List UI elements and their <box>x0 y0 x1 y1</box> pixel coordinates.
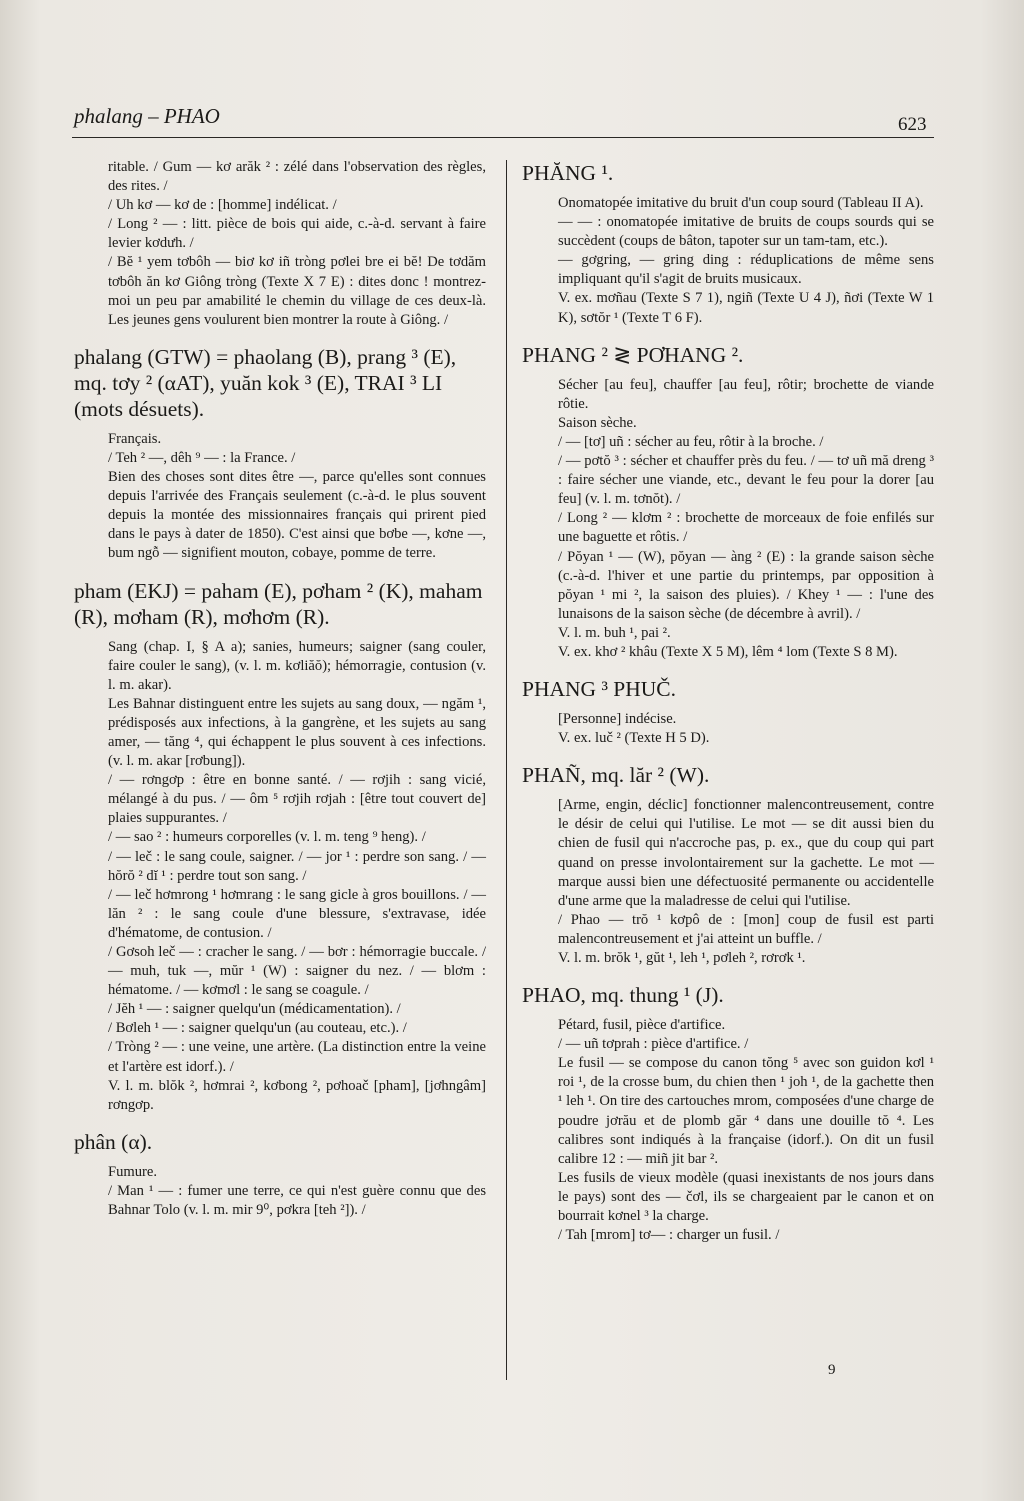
header-rule <box>72 137 934 138</box>
left-column <box>74 158 486 1220</box>
entry-paragraph: / Bơleh ¹ — : saigner quelqu'un (au couteau, etc.). / <box>108 1020 407 1037</box>
entry-paragraph: Les Bahnar distinguent entre les sujets au sang doux, — ngăm ¹, prédisposés aux infections, à la gangrène, et les sujets au sang amer, — tăng ⁴, qui échappent le plus souvent à ces infections. (v. l. m. akar [rơbung]). <box>108 695 486 770</box>
entry-paragraph: ritable. / Gum — kơ arăk ² : zélé dans l'observation des règles, des rites. / <box>108 159 486 195</box>
entry-headword: phalang (GTW) = phaolang (B), prang ³ (E), mq. tơy ² (αAT), yuăn kok ³ (E), TRAI ³ LI (mots désuets). <box>74 344 457 421</box>
entry-paragraph: / Bĕ ¹ yem tơbôh — biơ kơ iñ tròng pơlei bre ei bĕ! De tơdăm tơbôh ăn kơ Giông tròng (Texte X 7 E) : dites donc ! montrez-moi un peu par amabilité le chemin du village de ces deux-là. Les jeunes gens voulurent bien montrer la route à Giông. / <box>108 254 486 328</box>
page-number: 623 <box>898 114 927 135</box>
entry-paragraph: Sécher [au feu], chauffer [au feu], rôtir; brochette de viande rôtie. <box>558 376 934 412</box>
entry-paragraph: Les fusils de vieux modèle (quasi inexistants de nos jours dans le pays) sont des — čơl, ils se chargeaient par le canon et on bourrait kơnel ³ la charge. <box>558 1169 934 1225</box>
entry-paragraph: Bien des choses sont dites être —, parce qu'elles sont connues depuis l'arrivée des Français seulement (c.-à-d. le plus souvent depuis la montée des missionnaires français qui prirent pied dans le pays à dater de 1850). C'est ainsi que bơbe —, kơne —, bum ngỗ — signifient mouton, cobaye, pomme de terre. <box>108 469 486 562</box>
entry-paragraph: / Long ² — : litt. pièce de bois qui aide, c.-à-d. servant à faire levier kơdưh. / <box>108 216 486 252</box>
entry-paragraph: / Phao — trŏ ¹ kơpô de : [mon] coup de fusil est parti malencontreusement et j'ai atteint un buffle. / <box>558 911 934 947</box>
right-column <box>522 158 934 1245</box>
entry-headword: pham (EKJ) = paham (E), pơham ² (K), maham (R), mơham (R), mơhơm (R). <box>74 578 483 629</box>
entry-paragraph: V. ex. khơ ² khâu (Texte X 5 M), lêm ⁴ lom (Texte S 8 M). <box>558 643 898 660</box>
entry-paragraph: / Tah [mrom] tơ— : charger un fusil. / <box>558 1227 780 1244</box>
entry-paragraph: / — uñ tơprah : pièce d'artifice. / <box>558 1036 749 1053</box>
entry-headword: PHĂNG ¹. <box>522 161 614 185</box>
entry-paragraph: Le fusil — se compose du canon tŏng ⁵ avec son guidon kơl ¹ roi ¹, de la crosse bum, du chien then ¹ joh ¹, de la gachette then ¹ leh ¹. On tire des cartouches mrom, composées d'une charge de poudre jơrău et de plomb găr ⁴ dans une douille tŏ ⁴. Les calibres sont indiqués à la française (idorf.). On dit un fusil calibre 12 : — miñ jit bar ². <box>558 1055 934 1167</box>
entry-paragraph: V. ex. mơñau (Texte S 7 1), ngiñ (Texte U 4 J), ñơi (Texte W 1 K), sơtŏr ¹ (Texte T 6 F). <box>558 290 934 326</box>
entry-paragraph: / Long ² — klơm ² : brochette de morceaux de foie enfilés sur une baguette et rôtis. / <box>558 510 934 546</box>
entry-paragraph: / Pŏyan ¹ — (W), pŏyan — àng ² (E) : la grande saison sèche (c.-à-d. l'hiver et une partie du printemps, par opposition à pŏyan ¹ mi ², la saison des pluies). / Khey ¹ — : l'une des lunaisons de la saison sèche (de décembre à avril). / <box>558 548 934 622</box>
entry-headword: PHAÑ, mq. lăr ² (W). <box>522 763 710 788</box>
entry-paragraph: / Teh ² —, dêh ⁹ — : la France. / <box>108 449 296 466</box>
entry-paragraph: Pétard, fusil, pièce d'artifice. <box>558 1017 726 1034</box>
entry-paragraph: / — leč hơmrong ¹ hơmrang : le sang gicle à gros bouillons. / — lăn ² : le sang coule d'une blessure, s'extravase, idée d'hématome, de contusion. / <box>108 886 486 941</box>
entry-paragraph: V. ex. luč ² (Texte H 5 D). <box>558 730 710 747</box>
entry-paragraph: / Tròng ² — : une veine, une artère. (La distinction entre la veine et l'artère est idorf.). / <box>108 1039 486 1075</box>
entry-paragraph: V. l. m. blŏk ², hơmrai ², kơbong ², pơhoač [pham], [jơhngâm] rơngơp. <box>108 1077 486 1113</box>
entry-paragraph: V. l. m. buh ¹, pai ². <box>558 624 671 641</box>
entry-paragraph: — gơgring, — gring ding : réduplications de même sens impliquant qu'il s'agit de bruits musicaux. <box>558 252 934 288</box>
entry-paragraph: [Personne] indécise. <box>558 711 677 728</box>
entry-paragraph: / — rơngơp : être en bonne santé. / — rơjih : sang vicié, mélangé à du pus. / — ôm ⁵ rơjih rơjah : [être tout couvert de] plaies suppurantes. / <box>108 772 486 827</box>
entry-paragraph: / — leč : le sang coule, saigner. / — jor ¹ : perdre son sang. / — hŏrŏ ² dĭ ¹ : perdre tout son sang. / <box>108 848 486 884</box>
entry-headword: PHANG ³ PHUČ. <box>522 677 676 702</box>
entry-paragraph: / — [tơ] uñ : sécher au feu, rôtir à la broche. / <box>558 433 824 450</box>
running-head: phalang – PHAO <box>74 104 220 128</box>
entry-paragraph: / — sao ² : humeurs corporelles (v. l. m. teng ⁹ heng). / <box>108 829 426 846</box>
entry-headword: PHAO, mq. thung ¹ (J). <box>522 983 724 1008</box>
entry-headword: PHANG ² ≷ PƠHANG ². <box>522 342 744 367</box>
entry-paragraph: / — pơtŏ ³ : sécher et chauffer près du feu. / — tơ uñ mă dreng ³ : faire sécher une viande, etc., devant le feu pour la dorer [au feu] (v. l. m. tơnŏt). / <box>558 453 934 508</box>
entry-paragraph: Onomatopée imitative du bruit d'un coup sourd (Tableau II A). <box>558 195 924 211</box>
column-divider <box>506 160 507 1380</box>
entry-paragraph: / Uh kơ — kơ de : [homme] indélicat. / <box>108 197 337 214</box>
entry-paragraph: / Jĕh ¹ — : saigner quelqu'un (médicamentation). / <box>108 1001 401 1018</box>
signature-number: 9 <box>828 1362 836 1378</box>
entry-headword: phân (α). <box>74 1129 153 1154</box>
entry-paragraph: V. l. m. brŏk ¹, gŭt ¹, leh ¹, pơleh ², rơrơk ¹. <box>558 950 806 966</box>
entry-paragraph: [Arme, engin, déclic] fonctionner malencontreusement, contre le désir de celui qui l'utilise. Le mot — se dit aussi bien du chien de fusil qui n'accroche pas, p. ex., que du coup qui part quand on presse involontairement sur la gachette. Le mot — marque aussi bien une défectuosité permanente ou accidentelle d'une arme que la maladresse de celui qui l'utilise. <box>558 797 934 909</box>
entry-paragraph: — — : onomatopée imitative de bruits de coups sourds qui se succèdent (coups de bâton, tapoter sur un tam-tam, etc.). <box>558 214 934 250</box>
entry-paragraph: / Gơsoh leč — : cracher le sang. / — bơr : hémorragie buccale. / — muh, tuk —, mŭr ¹ (W) : saigner du nez. / — blơm : hématome. / — kơmơl : le sang se coagule. / <box>108 944 486 999</box>
entry-paragraph: Fumure. <box>108 1163 158 1180</box>
entry-paragraph: Sang (chap. I, § A a); sanies, humeurs; saigner (sang couler, faire couler le sang), (v. l. m. kơliăŏ); hémorragie, contusion (v. l. m. akar). <box>108 638 486 693</box>
entry-paragraph: Français. <box>108 430 162 447</box>
entry-paragraph: Saison sèche. <box>558 414 637 431</box>
entry-paragraph: / Man ¹ — : fumer une terre, ce qui n'est guère connu que des Bahnar Tolo (v. l. m. mir 9⁰, pơkra [teh ²]). / <box>108 1182 486 1219</box>
